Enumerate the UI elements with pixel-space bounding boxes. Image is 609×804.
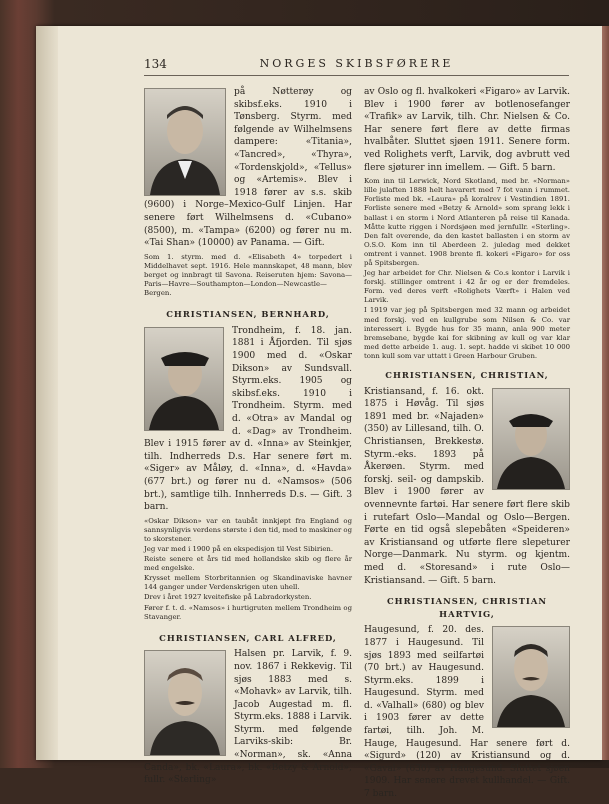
- entry-continuation: på Nøtterøy og skibsf.eks. 1910 i Tønsberg. Styrm. med følgende av Wilhelmsens dampere: «Titania», «Tancred», «Thyra», «Tordenskjold», «Tellus» og «Artemis». Blev i 1918 fører av s.s. skib (9600) i Norge–Mexico-Gulf Linjen. Har senere ført Wilhelmsens d. «Cubano» (8500), m. «Tampa» (6200) og fører nu m. «Tai Shan» (10000) av Panama. — Gift.: [144, 87, 352, 249]
- entry-note: Kom inn til Lerwick, Nord Skotland, med br. «Norman» lille julaften 1888 helt havarert med 7 fot vann i rummet. Forliste med bk. «Laura» på koralrev i Vestindien 1891. Forliste senere med «Betzy & Arnold» som sprang lekk i ballast i en storm i Nord Atlanteren på reise til Kanada. Måtte kutte riggen i Nordsjøen med jernfullr. «Sterling». Den falt overende, da den kastet ballasten i en storm av O.S.O. Kom inn til Aberdeen 2. juledag med dekket omtrent i vannet. 1908 brente fl. kokeri «Figaro» for oss på Spitsbergen.: [364, 177, 570, 267]
- entry-note: I 1919 var jeg på Spitsbergen med 32 mann og arbeidet med forskj. ved en kullgrube som Nilsen & Co. var interessert i. Bygde hus for 35 mann, anla 900 meter bremsebane, bygde kai for skibning av kull og var klar med dette arbeide 1. aug. 1. sept. hadde vi skibet 10 000 tonn kull som var uttatt i Green Harbour Gruben.: [364, 306, 570, 360]
- page-number: 134: [144, 57, 167, 71]
- entry-text: Halsen pr. Larvik, f. 9. nov. 1867 i Rekkevig. Til sjøs 1883 med s. «Mohavk» av Larvik, tilh. Jacob Augestad m. fl. Styrm.eks. 1888 i Larvik. Styrm. med følgende Larviks-skib: Br. «Norman», sk. «Anna Canda», bk. «Laura», bk. «Betzy & Arnold», fullr. «Sterling»: [144, 649, 352, 786]
- portrait-captain-icon: [145, 328, 223, 430]
- entry-note: Krysset mellem Storbritannien og Skandinaviske havner 144 ganger under Verdenskrigen uten uhell.: [144, 574, 352, 592]
- portrait-photo: [144, 88, 226, 196]
- entry-name: CHRISTIANSEN, CARL ALFRED,: [159, 632, 337, 643]
- page-header: [144, 57, 569, 77]
- portrait-photo: [144, 327, 224, 431]
- entry-note: «Oskar Dikson» var en taubåt innkjøpt fra England og sannsynligvis verdens største i den tid, med to maskiner og to skorstener.: [144, 516, 352, 543]
- entry-name: CHRISTIANSEN, CHRISTIAN,: [385, 370, 549, 381]
- portrait-man-icon: [145, 89, 225, 195]
- page-gutter: [36, 26, 58, 760]
- entry-name: CHRISTIANSEN, BERNHARD,: [166, 309, 330, 320]
- portrait-moustache-icon: [145, 651, 225, 755]
- entry-note: Jeg har arbeidet for Chr. Nielsen & Co.s kontor i Larvik i forskj. stillinger omtrent i 42 år og er der fremdeles. Form. ved deres verft «Rolighets Værft» i Halen ved Larvik.: [364, 269, 570, 305]
- entry-name: CHRISTIANSEN, CHRISTIAN HARTVIG,: [387, 596, 547, 619]
- entry-note: Jeg var med i 1900 på en ekspedisjon til Vest Sibirien.: [144, 544, 334, 553]
- entry-note: Drev i året 1927 kveitefiske på Labradorkysten.: [144, 593, 312, 602]
- portrait-photo: [144, 650, 226, 756]
- running-title: NORGES SKIBSFØRERE: [259, 57, 454, 70]
- header-rule: [144, 75, 569, 76]
- entry-note: Fører f. t. d. «Namsos» i hurtigruten mellem Trondheim og Stavanger.: [144, 603, 352, 621]
- entry-text: Trondheim, f. 18. jan. 1881 i Åfjorden. Til sjøs 1900 med d. «Oskar Dikson» av Sundsvall. Styrm.eks. 1905 og skibsf.eks. 1910 i Trondheim. Styrm. med d. «Otra» av Mandal og d. «Dag» av Trondheim. Blev i 1915 fører av d. «Inna» av Steinkjer, tilh. Indherreds D.s. Har senere ført m. «Siger» av Måløy, d. «Inna», d. «Havda» (677 brt.) og fører nu d. «Namsos» (506 brt.), samtlige tilh. Innherreds D.s. — Gift. 3 barn.: [144, 325, 352, 513]
- portrait-man-icon: [493, 627, 569, 727]
- entry-continuation: av Oslo og fl. hvalkokeri «Figaro» av Larvik. Blev i 1900 fører av botlenosefanger «Trafik» av Larvik, tilh. Chr. Nielsen & Co. Har senere ført flere av dette firmas hvalbåter. Sluttet sjøen 1911. Senere form. ved Rolighets verft, Larvik, dog avbrutt ved flere sjøturer inn imellem. — Gift. 5 barn.: [364, 87, 570, 173]
- entry-note: Reiste senere et års tid med hollandske skib og flere år med engelske.: [144, 555, 352, 573]
- portrait-photo: [492, 626, 570, 728]
- left-column: [144, 86, 352, 790]
- cover-edge: [602, 26, 609, 760]
- right-column: [364, 86, 570, 804]
- portrait-captain-icon: [493, 389, 569, 489]
- entry-note: Som 1. styrm. med d. «Elisabeth 4» torpedert i Middelhavet sept. 1916. Hele mannskapet, 48 mann, blev berget og innbragt til Savona. Reiseruten hjem: Savona—Paris—Havre—Southampton—London—Newcastle—Bergen.: [144, 252, 352, 298]
- entry-text: Kristiansand, f. 16. okt. 1875 i Høvåg. Til sjøs 1891 med br. «Najaden» (350) av Lillesand, tilh. O. Christiansen, Brekkestø. Styrm.-eks. 1893 på Åkerøen. Styrm. med forskj. seil- og dampskib. Blev i 1900 fører av ovennevnte fartøi. Har senere ført flere skib i rutefart Oslo—Mandal og Oslo—Bergen. Førte en tid også slepebåten «Speideren» av Kristiansand og utførte flere slepeturer Norge—Danmark. Nu styrm. og kjentm. med d. «Storesand» i rute Oslo—Kristiansand. — Gift. 5 barn.: [364, 386, 570, 586]
- portrait-photo: [492, 388, 570, 490]
- entry-text: Haugesund, f. 20. des. 1877 i Haugesund. Til sjøs 1893 med seilfartøi (70 brt.) av Haugesund. Styrm.eks. 1899 i Haugesund. Styrm. med d. «Valhall» (680) og blev i 1903 fører av dette fartøi, tilh. Joh. M. Hauge, Haugesund. Har senere ført d. «Sigurd» (120) av Kristiansund og d. «Gaval» (630) av Haugesund. Sluttet sjøen 1909. Har senere drevet kullhandel. — Gift. 7 barn.: [364, 625, 570, 800]
